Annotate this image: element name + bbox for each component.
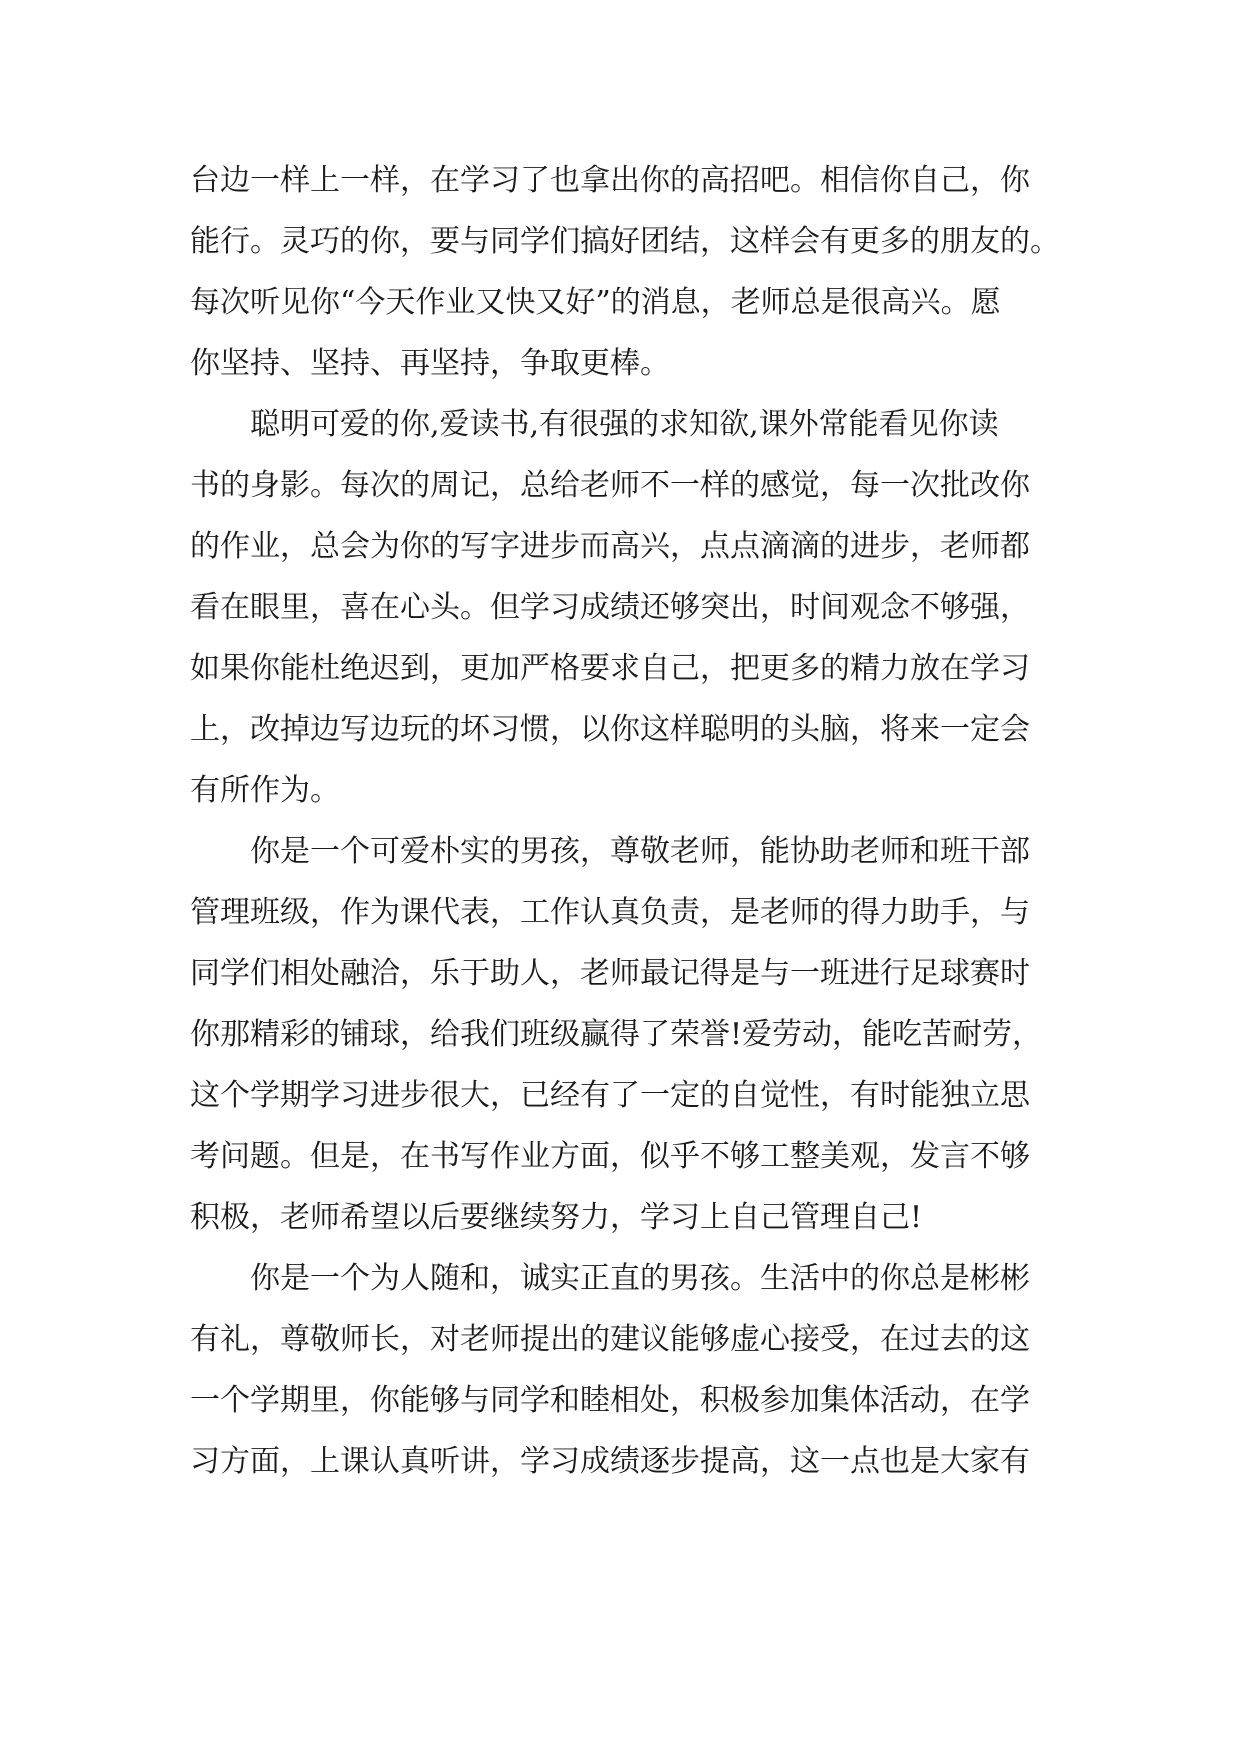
- text-line: 积极，老师希望以后要继续努力，学习上自己管理自己!: [190, 1200, 923, 1235]
- text-line: 管理班级，作为课代表，工作认真负责，是老师的得力助手，与: [190, 895, 1030, 930]
- text-line: 的作业，总会为你的写字进步而高兴，点点滴滴的进步，老师都: [190, 529, 1030, 564]
- text-line: 如果你能杜绝迟到，更加严格要求自己，把更多的精力放在学习: [190, 651, 1030, 686]
- text-line: 每次听见你“今天作业又快又好”的消息，老师总是很高兴。愿: [190, 285, 1001, 320]
- text-line: 上，改掉边写边玩的坏习惯，以你这样聪明的头脑，将来一定会: [190, 712, 1030, 747]
- text-line: 书的身影。每次的周记，总给老师不一样的感觉，每一次批改你: [190, 468, 1030, 503]
- text-line: 习方面，上课认真听讲，学习成绩逐步提高，这一点也是大家有: [190, 1444, 1030, 1479]
- paragraph-first-line: 你是一个为人随和，诚实正直的男孩。生活中的你总是彬彬: [250, 1261, 1030, 1296]
- text-line: 考问题。但是，在书写作业方面，似乎不够工整美观，发言不够: [190, 1139, 1030, 1174]
- text-line: 你那精彩的铺球，给我们班级赢得了荣誉!爱劳动，能吃苦耐劳，: [190, 1017, 1043, 1052]
- text-line: 这个学期学习进步很大，已经有了一定的自觉性，有时能独立思: [190, 1078, 1030, 1113]
- text-line: 你坚持、坚持、再坚持，争取更棒。: [190, 346, 670, 381]
- text-line: 有所作为。: [190, 773, 340, 808]
- text-line: 台边一样上一样，在学习了也拿出你的高招吧。相信你自己，你: [190, 163, 1030, 198]
- paragraph-first-line: 你是一个可爱朴实的男孩，尊敬老师，能协助老师和班干部: [250, 834, 1030, 869]
- paragraph-first-line: 聪明可爱的你,爱读书,有很强的求知欲,课外常能看见你读: [250, 407, 999, 442]
- text-line: 一个学期里，你能够与同学和睦相处，积极参加集体活动，在学: [190, 1383, 1030, 1418]
- text-line: 同学们相处融洽，乐于助人，老师最记得是与一班进行足球赛时: [190, 956, 1030, 991]
- body-text: [190, 150, 1090, 1492]
- text-line: 能行。灵巧的你，要与同学们搞好团结，这样会有更多的朋友的。: [190, 224, 1060, 259]
- text-line: 有礼，尊敬师长，对老师提出的建议能够虚心接受，在过去的这: [190, 1322, 1030, 1357]
- text-line: 看在眼里，喜在心头。但学习成绩还够突出，时间观念不够强，: [190, 590, 1030, 625]
